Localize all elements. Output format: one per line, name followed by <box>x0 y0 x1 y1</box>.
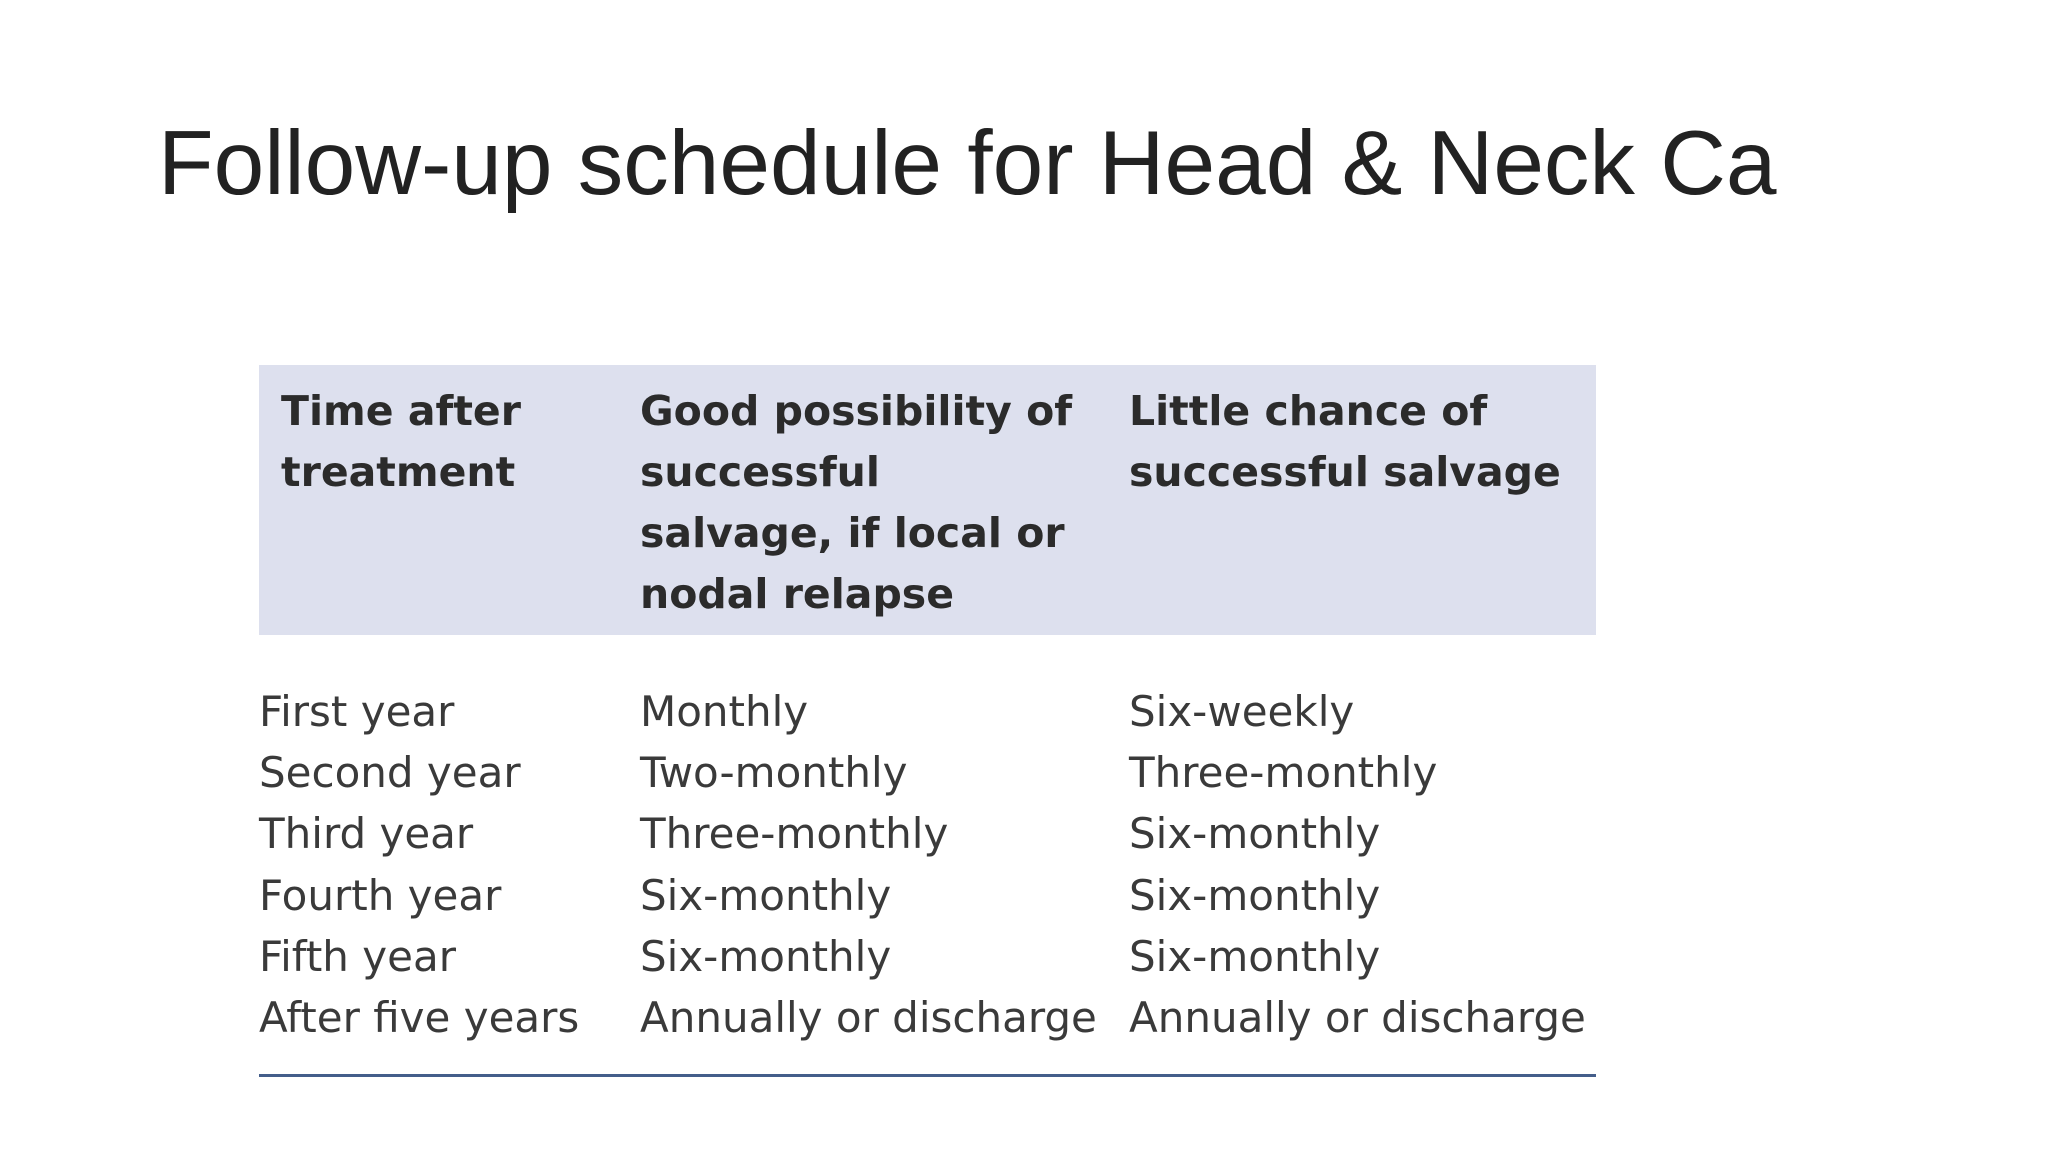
cell-little-salvage: Six-monthly <box>1129 870 1381 920</box>
table-row <box>259 742 1596 803</box>
table-row <box>259 803 1596 864</box>
cell-little-salvage: Six-monthly <box>1129 931 1381 981</box>
cell-good-salvage: Six-monthly <box>640 931 892 981</box>
table-row <box>259 865 1596 926</box>
cell-good-salvage: Two-monthly <box>640 748 908 798</box>
follow-up-schedule-table <box>259 365 1596 1077</box>
table-body <box>259 635 1596 1048</box>
cell-time: Fourth year <box>259 870 502 920</box>
cell-time: First year <box>259 687 455 736</box>
header-little-chance-salvage: Little chance of successful salvage <box>1129 387 1561 496</box>
cell-time: Second year <box>259 748 521 798</box>
cell-good-salvage: Three-monthly <box>640 809 949 859</box>
header-good-possibility-salvage: Good possibility of successful salvage, if local or nodal relapse <box>640 387 1073 618</box>
table-row <box>259 987 1596 1048</box>
cell-good-salvage: Annually or discharge <box>640 992 1097 1042</box>
cell-time: Fifth year <box>259 931 456 981</box>
header-time-after-treatment: Time after treatment <box>281 387 521 496</box>
table-row <box>259 926 1596 987</box>
cell-good-salvage: Monthly <box>640 687 809 736</box>
cell-little-salvage: Six-weekly <box>1129 687 1355 736</box>
cell-time: Third year <box>259 809 474 859</box>
slide-title: Follow-up schedule for Head & Neck Ca <box>158 113 1777 214</box>
cell-little-salvage: Annually or discharge <box>1129 992 1586 1042</box>
cell-time: After five years <box>259 992 580 1042</box>
table-header <box>259 365 1596 635</box>
table-row <box>259 681 1596 742</box>
cell-good-salvage: Six-monthly <box>640 870 892 920</box>
cell-little-salvage: Three-monthly <box>1129 748 1438 798</box>
table-bottom-rule <box>259 1074 1596 1077</box>
cell-little-salvage: Six-monthly <box>1129 809 1381 859</box>
